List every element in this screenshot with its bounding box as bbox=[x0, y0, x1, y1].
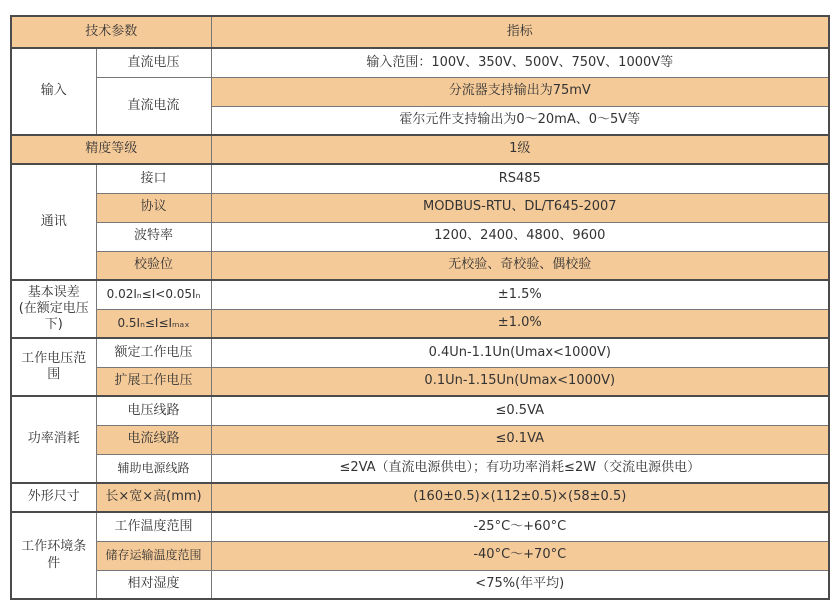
param-baud-rate: 波特率 bbox=[96, 222, 211, 251]
value-humidity: <75%(年平均) bbox=[211, 570, 829, 599]
spec-table-container bbox=[10, 15, 830, 600]
value-rated-voltage: 0.4Un-1.1Un(Umax<1000V) bbox=[211, 338, 829, 367]
param-humidity: 相对湿度 bbox=[96, 570, 211, 599]
group-input: 输入 bbox=[11, 48, 96, 135]
param-rated-voltage: 额定工作电压 bbox=[96, 338, 211, 367]
value-parity: 无校验、奇校验、偶校验 bbox=[211, 251, 829, 280]
value-baud-rate: 1200、2400、4800、9600 bbox=[211, 222, 829, 251]
value-aux-power-circuit: ≤2VA（直流电源供电）；有功功率消耗≤2W（交流电源供电） bbox=[211, 454, 829, 483]
value-extended-voltage: 0.1Un-1.15Un(Umax<1000V) bbox=[211, 367, 829, 396]
group-environment: 工作环境条件 bbox=[11, 512, 96, 599]
param-protocol: 协议 bbox=[96, 193, 211, 222]
param-current-circuit: 电流线路 bbox=[96, 425, 211, 454]
group-power-consumption: 功率消耗 bbox=[11, 396, 96, 483]
value-dc-current-hall: 霍尔元件支持输出为0～20mA、0～5V等 bbox=[211, 106, 829, 135]
value-interface: RS485 bbox=[211, 164, 829, 193]
param-current-range-high: 0.5Iₙ≤I≤Iₘₐₓ bbox=[96, 309, 211, 338]
group-basic-error-line2: (在额定电压下) bbox=[18, 300, 89, 333]
spec-table bbox=[10, 15, 830, 600]
param-storage-temp: 储存运输温度范围 bbox=[96, 541, 211, 570]
value-error-low: ±1.5% bbox=[211, 280, 829, 309]
param-parity: 校验位 bbox=[96, 251, 211, 280]
value-lwh: (160±0.5)×(112±0.5)×(58±0.5) bbox=[211, 483, 829, 512]
value-current-circuit: ≤0.1VA bbox=[211, 425, 829, 454]
group-basic-error-line1: 基本误差 bbox=[27, 284, 80, 300]
param-lwh: 长×宽×高(mm) bbox=[96, 483, 211, 512]
group-dimensions: 外形尺寸 bbox=[11, 483, 96, 512]
param-dc-voltage: 直流电压 bbox=[96, 48, 211, 77]
value-voltage-circuit: ≤0.5VA bbox=[211, 396, 829, 425]
param-dc-current: 直流电流 bbox=[96, 77, 211, 135]
value-storage-temp: -40°C～+70°C bbox=[211, 541, 829, 570]
header-indicator: 指标 bbox=[211, 16, 829, 48]
value-operating-temp: -25°C～+60°C bbox=[211, 512, 829, 541]
param-operating-temp: 工作温度范围 bbox=[96, 512, 211, 541]
param-current-range-low: 0.02Iₙ≤I<0.05Iₙ bbox=[96, 280, 211, 309]
group-communication: 通讯 bbox=[11, 164, 96, 280]
group-working-voltage-range: 工作电压范围 bbox=[11, 338, 96, 396]
value-protocol: MODBUS-RTU、DL/T645-2007 bbox=[211, 193, 829, 222]
group-basic-error bbox=[11, 280, 96, 338]
value-dc-current-shunt: 分流器支持输出为75mV bbox=[211, 77, 829, 106]
value-error-high: ±1.0% bbox=[211, 309, 829, 338]
param-voltage-circuit: 电压线路 bbox=[96, 396, 211, 425]
param-extended-voltage: 扩展工作电压 bbox=[96, 367, 211, 396]
param-aux-power-circuit: 辅助电源线路 bbox=[96, 454, 211, 483]
value-accuracy-class: 1级 bbox=[211, 135, 829, 164]
group-accuracy-class: 精度等级 bbox=[11, 135, 211, 164]
value-dc-voltage: 输入范围：100V、350V、500V、750V、1000V等 bbox=[211, 48, 829, 77]
param-interface: 接口 bbox=[96, 164, 211, 193]
header-tech-params: 技术参数 bbox=[11, 16, 211, 48]
